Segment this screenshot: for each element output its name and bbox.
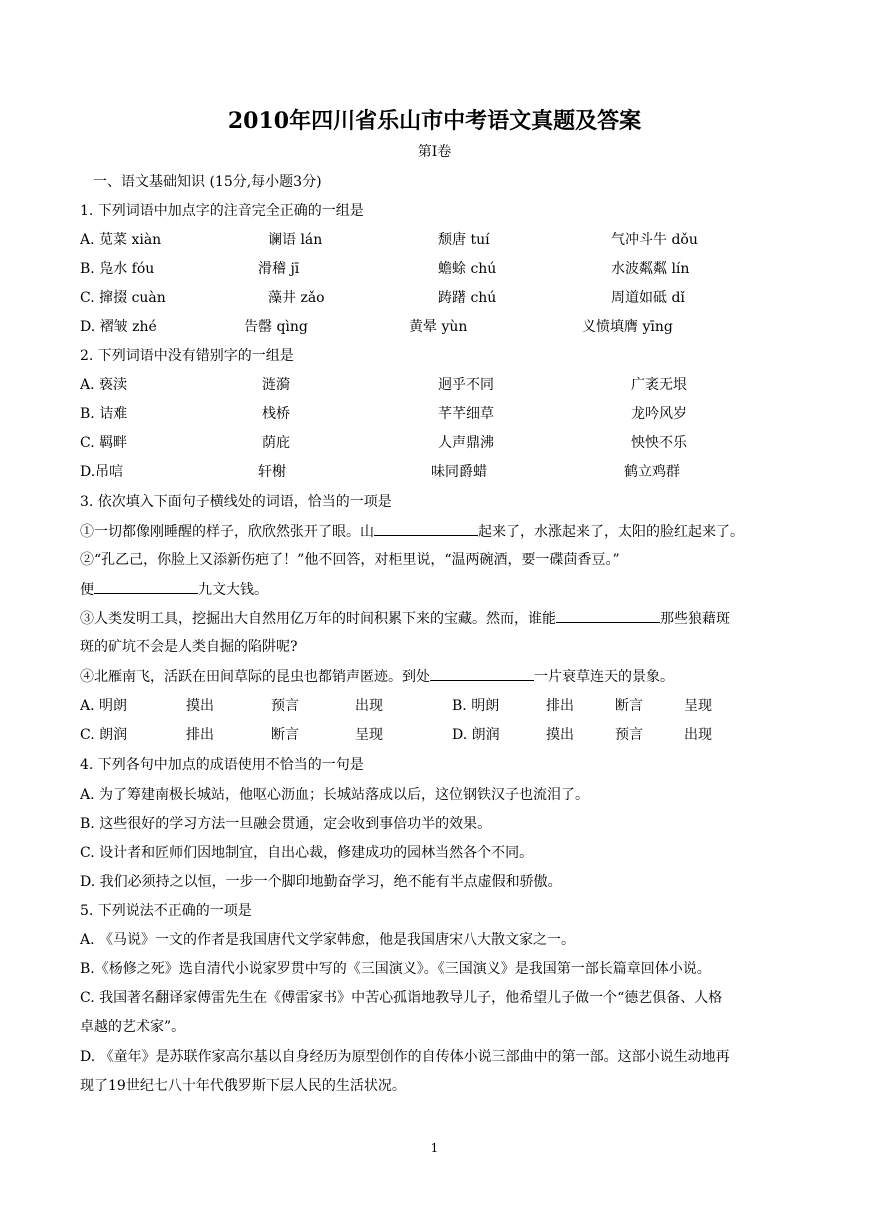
q3-sentence-1-end: 起来了，水涨起来了，太阳的脸红起来了。 bbox=[478, 524, 744, 540]
q2-option-a-3: 迥乎不同 bbox=[438, 377, 494, 393]
q3-sentence-2: ②“孔乙己，你脸上又添新伤疤了！”他不回答，对柜里说，“温两碗酒，要一碟茴香豆。” bbox=[80, 552, 620, 568]
q5-option-c-line-2: 卓越的艺术家”。 bbox=[80, 1019, 186, 1035]
q2-option-c-4: 怏怏不乐 bbox=[631, 435, 687, 451]
q5-option-c-line-1: C. 我国著名翻译家傅雷先生在《傅雷家书》中苦心孤诣地教导儿子，他希望儿子做一个“德艺俱备、人格 bbox=[80, 990, 723, 1006]
q1-option-b-1: B. 凫水 fóu bbox=[80, 261, 155, 277]
q1-option-b-2: 滑稽 jī bbox=[258, 261, 300, 277]
volume-label: 第Ⅰ卷 bbox=[417, 144, 452, 160]
q3-option-a-1: A. 明朗 bbox=[80, 698, 128, 714]
page-number: 1 bbox=[430, 1141, 439, 1155]
q5-option-d-line-1: D. 《童年》是苏联作家高尔基以自身经历为原型创作的自传体小说三部曲中的第一部。这部小说生动地再 bbox=[80, 1049, 730, 1065]
q2-option-d-2: 轩榭 bbox=[258, 464, 286, 480]
q3-option-a-4: 出现 bbox=[355, 698, 383, 714]
q2-option-d-1: D.吊唁 bbox=[80, 464, 124, 480]
q2-option-b-1: B. 诘难 bbox=[80, 406, 128, 422]
document-title: 2010年四川省乐山市中考语文真题及答案 bbox=[227, 108, 642, 134]
question-2-stem: 2. 下列词语中没有错别字的一组是 bbox=[80, 348, 294, 364]
question-4-stem: 4. 下列各句中加点的成语使用不恰当的一句是 bbox=[80, 757, 364, 773]
q2-option-b-4: 龙吟风岁 bbox=[631, 406, 687, 422]
q3-option-c-1: C. 朗润 bbox=[80, 727, 128, 743]
q1-option-c-2: 藻井 zǎo bbox=[268, 290, 325, 306]
fill-blank bbox=[374, 521, 478, 536]
q3-option-b-3: 断言 bbox=[615, 698, 643, 714]
q2-option-b-2: 栈桥 bbox=[262, 406, 290, 422]
q3-sentence-2-end: 九文大钱。 bbox=[198, 582, 268, 598]
q3-sentence-3 bbox=[80, 608, 730, 629]
q2-option-a-1: A. 亵渎 bbox=[80, 377, 128, 393]
q3-sentence-1-start: ①一切都像刚睡醒的样子，欣欣然张开了眼。山 bbox=[80, 524, 374, 540]
q3-sentence-2-cont bbox=[80, 579, 268, 600]
q3-sentence-1 bbox=[80, 521, 744, 542]
q3-sentence-3-start: ③人类发明工具，挖掘出大自然用亿万年的时间积累下来的宝藏。然而，谁能 bbox=[80, 611, 556, 627]
q2-option-a-2: 涟漪 bbox=[262, 377, 290, 393]
q3-sentence-2-start: 便 bbox=[80, 582, 94, 598]
q3-option-d-4: 出现 bbox=[684, 727, 712, 743]
q2-option-d-3: 味同爵蜡 bbox=[431, 464, 487, 480]
q2-option-a-4: 广袤无垠 bbox=[631, 377, 687, 393]
question-5-stem: 5. 下列说法不正确的一项是 bbox=[80, 903, 252, 919]
q3-option-d-2: 摸出 bbox=[546, 727, 574, 743]
q1-option-c-3: 踌躇 chú bbox=[438, 290, 497, 306]
q1-option-d-1: D. 褶皱 zhé bbox=[80, 319, 157, 335]
q4-option-a: A. 为了筹建南极长城站，他呕心沥血；长城站落成以后，这位钢铁汉子也流泪了。 bbox=[80, 787, 590, 803]
q1-option-c-1: C. 撺掇 cuàn bbox=[80, 290, 166, 306]
q3-sentence-4-end: 一片衰草连天的景象。 bbox=[534, 669, 674, 685]
fill-blank bbox=[556, 608, 660, 623]
q3-option-c-4: 呈现 bbox=[355, 727, 383, 743]
question-1-stem: 1. 下列词语中加点字的注音完全正确的一组是 bbox=[80, 203, 364, 219]
q3-option-d-3: 预言 bbox=[615, 727, 643, 743]
q2-option-d-4: 鹤立鸡群 bbox=[624, 464, 680, 480]
q4-option-d: D. 我们必须持之以恒，一步一个脚印地勤奋学习，绝不能有半点虚假和骄傲。 bbox=[80, 874, 562, 890]
q5-option-b: B.《杨修之死》选自清代小说家罗贯中写的《三国演义》。《三国演义》是我国第一部长篇章回体小说。 bbox=[80, 961, 711, 977]
q3-sentence-3-end: 那些狼藉斑 bbox=[660, 611, 730, 627]
q1-option-a-4: 气冲斗牛 dǒu bbox=[611, 232, 698, 248]
q3-option-d-1: D. 朗润 bbox=[452, 727, 500, 743]
q1-option-d-3: 黄晕 yùn bbox=[409, 319, 468, 335]
q1-option-b-4: 水波粼粼 lín bbox=[611, 261, 690, 277]
q1-option-d-4: 义愤填膺 yīng bbox=[582, 319, 673, 335]
q3-sentence-4-start: ④北雁南飞，活跃在田间草际的昆虫也都销声匿迹。到处 bbox=[80, 669, 430, 685]
q2-option-c-1: C. 羁畔 bbox=[80, 435, 128, 451]
q3-sentence-4 bbox=[80, 666, 674, 687]
q1-option-a-2: 谰语 lán bbox=[268, 232, 323, 248]
q1-option-c-4: 周道如砥 dǐ bbox=[611, 290, 685, 306]
q1-option-b-3: 蟾蜍 chú bbox=[438, 261, 497, 277]
q2-option-b-3: 芊芊细草 bbox=[438, 406, 494, 422]
q3-option-b-1: B. 明朗 bbox=[452, 698, 500, 714]
q3-option-a-3: 预言 bbox=[271, 698, 299, 714]
q3-option-c-2: 排出 bbox=[186, 727, 214, 743]
q3-sentence-3-cont: 斑的矿坑不会是人类自掘的陷阱呢? bbox=[80, 639, 298, 655]
q4-option-c: C. 设计者和匠师们因地制宜，自出心裁，修建成功的园林当然各个不同。 bbox=[80, 845, 534, 861]
q2-option-c-3: 人声鼎沸 bbox=[438, 435, 494, 451]
q4-option-b: B. 这些很好的学习方法一旦融会贯通，定会收到事倍功半的效果。 bbox=[80, 816, 492, 832]
fill-blank bbox=[430, 666, 534, 681]
q5-option-d-line-2: 现了19世纪七八十年代俄罗斯下层人民的生活状况。 bbox=[80, 1078, 406, 1094]
q3-option-c-3: 断言 bbox=[271, 727, 299, 743]
question-3-stem: 3. 依次填入下面句子横线处的词语，恰当的一项是 bbox=[80, 494, 392, 510]
q3-option-a-2: 摸出 bbox=[186, 698, 214, 714]
section-heading: 一、语文基础知识 (15分,每小题3分) bbox=[93, 174, 322, 190]
q1-option-a-1: A. 苋菜 xiàn bbox=[80, 232, 162, 248]
q3-option-b-2: 排出 bbox=[546, 698, 574, 714]
q2-option-c-2: 荫庇 bbox=[262, 435, 290, 451]
fill-blank bbox=[94, 579, 198, 594]
q1-option-d-2: 告罄 qìng bbox=[244, 319, 308, 335]
q3-option-b-4: 呈现 bbox=[684, 698, 712, 714]
q5-option-a: A. 《马说》一文的作者是我国唐代文学家韩愈，他是我国唐宋八大散文家之一。 bbox=[80, 932, 576, 948]
q1-option-a-3: 颓唐 tuí bbox=[438, 232, 490, 248]
